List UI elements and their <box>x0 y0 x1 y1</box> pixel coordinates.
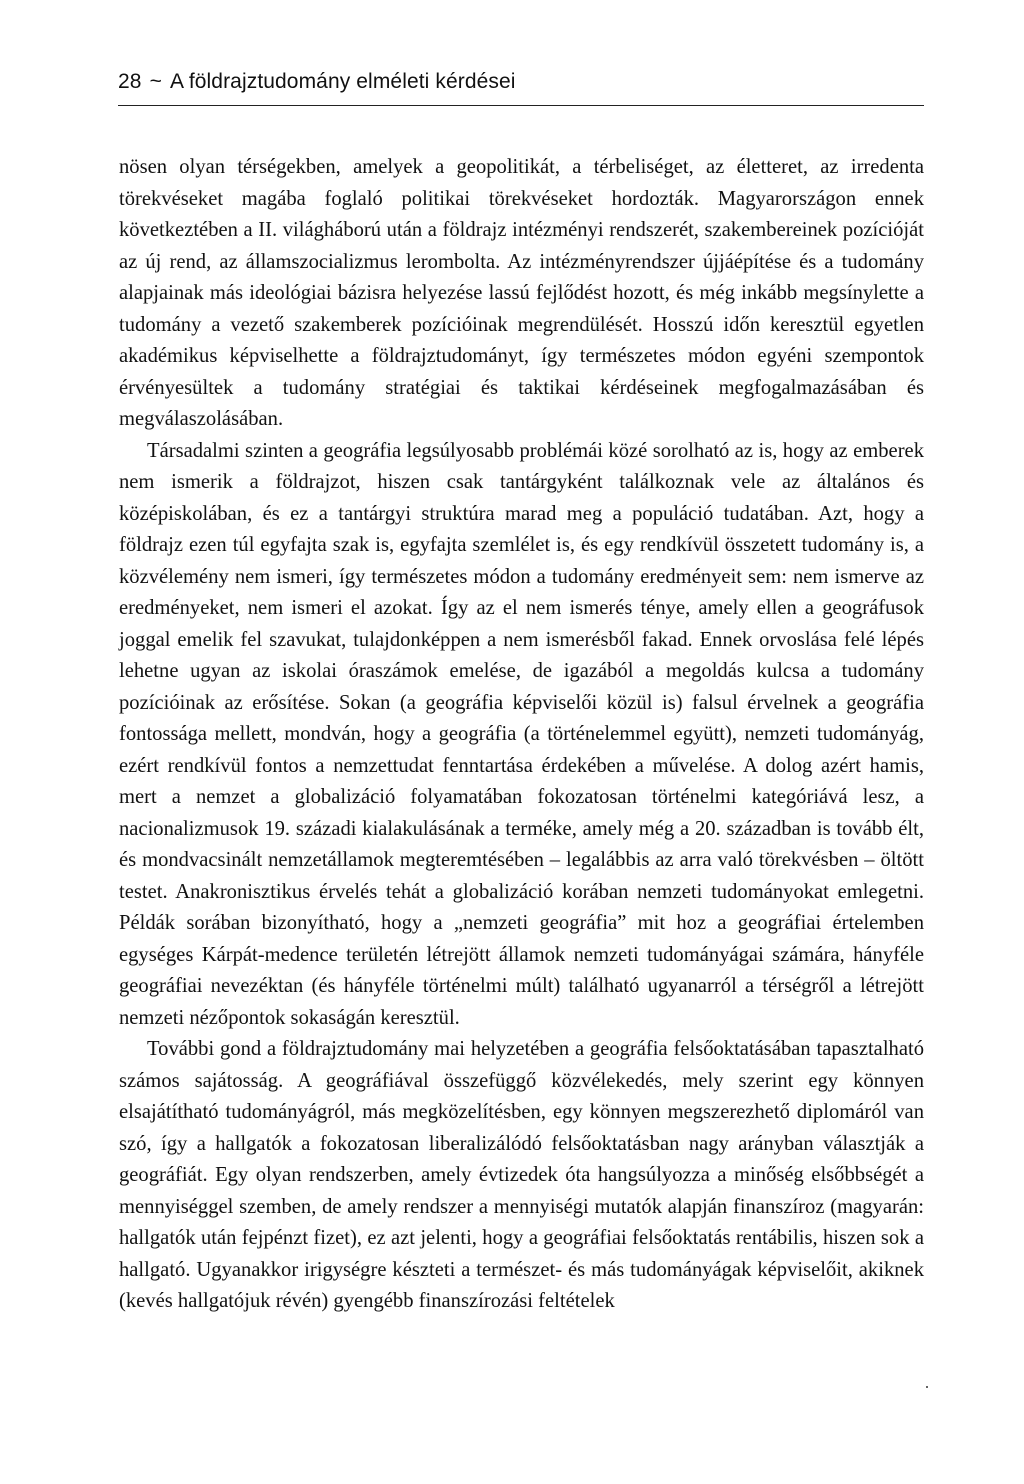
running-head <box>118 70 924 106</box>
page-number: 28 <box>118 70 142 93</box>
tilde-separator: ~ <box>149 70 162 93</box>
print-speck <box>926 1386 928 1388</box>
paragraph-social-level: Társadalmi szinten a geográfia legsúlyosabb problémái közé sorolható az is, hogy az emberek nem ismerik a földrajzot, hiszen csak tantárgyként találkoznak vele az általános és középiskolában, és ez a tantárgyi struktúra marad meg a populáció tudatában. Azt, hogy a földrajz ezen túl egyfajta szak is, egyfajta szemlélet is, és egy rendkívül összetett tudomány is, a közvélemény nem ismeri, így természetes módon a tudomány eredményeit sem: nem ismerve az eredményeket, nem ismeri el azokat. Így az el nem ismerés ténye, amely ellen a geográfusok joggal emelik fel szavukat, tulajdonképpen a nem ismerésből fakad. Ennek orvoslása felé lépés lehetne ugyan az iskolai óraszámok emelése, de igazából a megoldás kulcsa a tudomány pozícióinak az erősítése. Sokan (a geográfia képviselői közül is) falsul érvelnek a geográfia fontossága mellett, mondván, hogy a geográfia (a történelemmel együtt), nemzeti tudományág, ezért rendkívül fontos a nemzettudat fenntartása érdekében a művelése. A dolog azért hamis, mert a nemzet a globalizáció folyamatában fokozatosan történelmi kategóriává lesz, a nacionalizmusok 19. századi kialakulásának a terméke, amely még a 20. században is tovább élt, és mondvacsinált nemzetállamok megteremtésében – legalábbis az arra való törekvésben – öltött testet. Anakronisztikus érvelés tehát a globalizáció korában nemzeti tudományokat emlegetni. Példák sorában bizonyítható, hogy a „nemzeti geográfia” mit hoz a geográfiai értelemben egységes Kárpát-medence területén létrejött államok nemzeti tudományágai számára, hányféle geográfiai nevezéktan (és hányféle történelmi múlt) található ugyanarról a térségről a létrejött nemzeti nézőpontok sokaságán keresztül. <box>119 439 924 1029</box>
paragraph-continued: nösen olyan térségekben, amelyek a geopolitikát, a térbeliséget, az életteret, az irredenta törekvéseket magába foglaló politikai törekvéseket hordozták. Magyarországon ennek következtében a II. világháború után a földrajz intézményi rendszerét, szakembereinek pozícióját az új rend, az államszocializmus lerombolta. Az intézményrendszer újjáépítése és a tudomány alapjainak más ideológiai bázisra helyezése lassú fejlődést hozott, és még inkább megsínylette a tudomány a vezető szakemberek pozícióinak megrendülését. Hosszú időn keresztül egyetlen akadémikus képviselhette a földrajztudományt, így természetes módon egyéni szempontok érvényesültek a tudomány stratégiai és taktikai kérdéseinek megfogalmazásában és megválaszolásában. <box>119 156 924 430</box>
running-title: A földrajztudomány elméleti kérdései <box>169 70 516 93</box>
paragraph-higher-education: További gond a földrajztudomány mai helyzetében a geográfia felsőoktatásában tapasztalható számos sajátosság. A geográfiával összefüggő közvélekedés, mely szerint egy könnyen elsajátítható tudományágról, más megközelítésben, egy könnyen megszerezhető diplomáról van szó, így a hallgatók a fokozatosan liberalizálódó felsőoktatásban nagy arányban választják a geográfiát. Egy olyan rendszerben, amely évtizedek óta hangsúlyozza a minőség elsőbbségét a mennyiséggel szemben, de amely rendszer a mennyiségi mutatók alapján finanszíroz (magyarán: hallgatók után fejpénzt fizet), ez azt jelenti, hogy a geográfiai felsőoktatás rentábilis, hiszen sok a hallgató. Ugyanakkor irigységre készteti a természet- és más tudományágak képviselőit, akiknek (kevés hallgatójuk révén) gyengébb finanszírozási feltételek <box>119 1038 924 1312</box>
body-text <box>119 152 924 1318</box>
